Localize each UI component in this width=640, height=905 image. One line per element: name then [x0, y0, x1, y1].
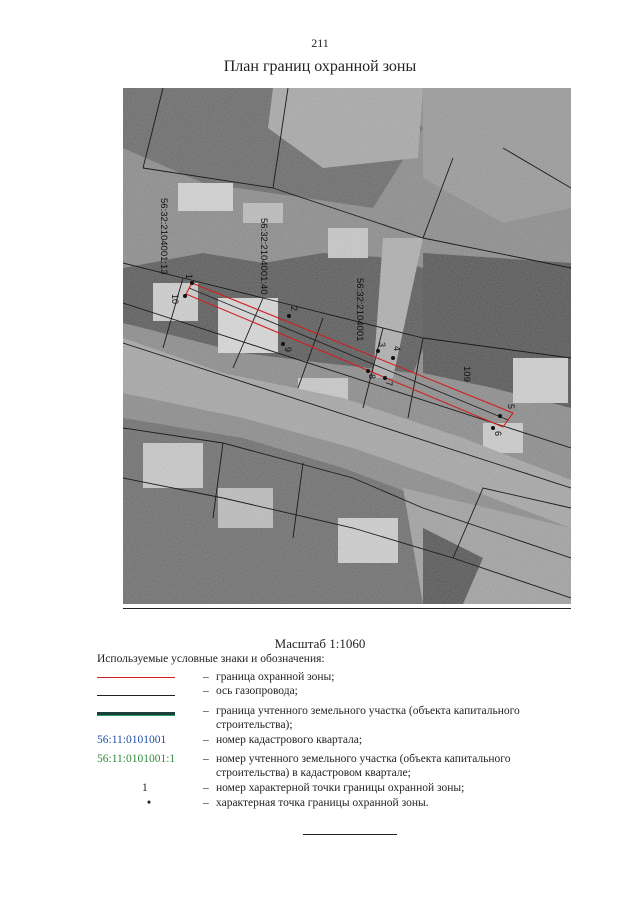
page-number: 211	[311, 36, 329, 50]
boundary-point-10	[183, 294, 187, 298]
point-number-symbol: 1	[142, 782, 148, 794]
cadastral-label-2: 56:32:2104001:40	[258, 218, 269, 295]
bottom-rule	[303, 834, 397, 835]
legend-text: ось газопровода;	[216, 685, 298, 697]
point-dot-symbol: •	[147, 797, 152, 809]
legend-text: номер характерной точки границы охранной зоны;	[216, 782, 465, 794]
black-line-symbol	[97, 695, 175, 696]
boundary-point-8	[366, 369, 370, 373]
boundary-point-2	[287, 314, 291, 318]
point-label-7: 7	[384, 381, 394, 387]
cadastral-label-3: 56:32:2104001	[354, 278, 365, 342]
scale-label: Масштаб 1:1060	[274, 636, 366, 651]
red-line-symbol	[97, 677, 175, 678]
point-label-8: 8	[367, 374, 377, 380]
parcel-line-symbol	[97, 712, 175, 716]
boundary-point-1	[190, 281, 194, 285]
blue-code-symbol: 56:11:0101001	[97, 734, 167, 746]
point-label-1: 1	[184, 274, 194, 280]
point-label-3: 3	[377, 342, 387, 348]
boundary-point-7	[383, 376, 387, 380]
page-title: План границ охранной зоны	[223, 58, 417, 75]
legend-text: номер учтенного земельного участка (объекта капитального строительства) в кадастровом квартале;	[216, 753, 511, 779]
boundary-point-6	[491, 426, 495, 430]
legend-text: номер кадастрового квартала;	[216, 734, 363, 746]
point-label-5: 5	[506, 404, 516, 410]
point-label-10: 10	[170, 294, 180, 305]
point-label-6: 6	[493, 431, 503, 437]
legend-text: граница учтенного земельного участка (объекта капитального строительства);	[216, 705, 520, 731]
point-label-9: 9	[283, 347, 293, 353]
point-label-4: 4	[392, 346, 402, 352]
map-bottom-rule	[123, 608, 571, 609]
legend-text: граница охранной зоны;	[216, 671, 335, 683]
boundary-point-9	[281, 342, 285, 346]
point-label-2: 2	[289, 306, 299, 312]
boundary-point-3	[376, 349, 380, 353]
map-svg	[123, 88, 571, 604]
boundary-point-4	[391, 356, 395, 360]
parcel-number-label: 109	[461, 366, 472, 382]
green-code-symbol: 56:11:0101001:1	[97, 753, 176, 765]
legend-heading: Используемые условные знаки и обозначения:	[97, 653, 325, 665]
boundary-point-5	[498, 414, 502, 418]
cadastral-label-1: 56:32:2104001:13	[158, 198, 169, 275]
legend-text: характерная точка границы охранной зоны.	[216, 797, 429, 809]
satellite-map[interactable]	[123, 88, 571, 604]
